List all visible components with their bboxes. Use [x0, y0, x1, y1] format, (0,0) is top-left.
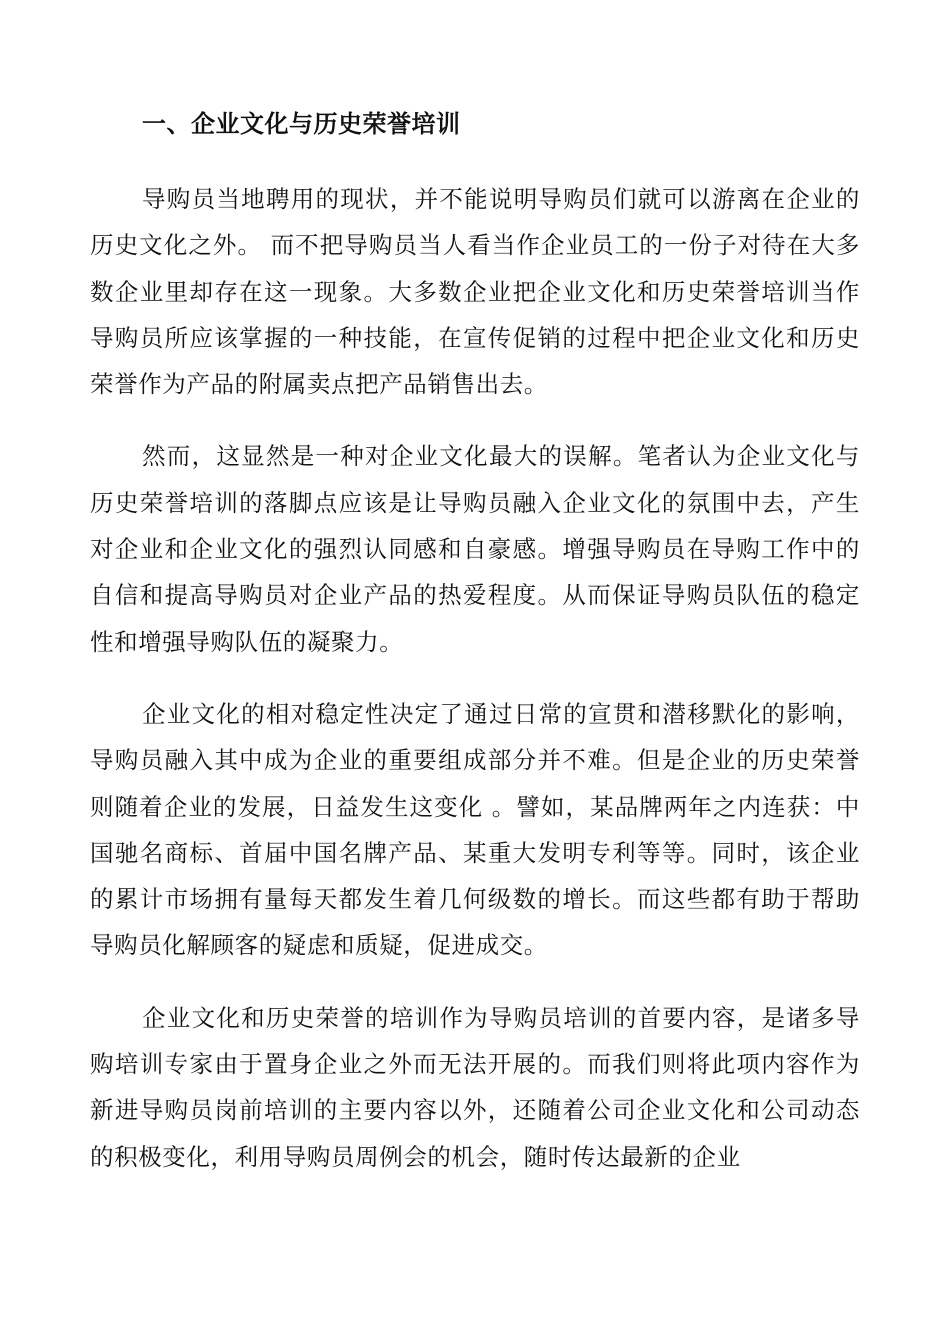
body-paragraph-4: 企业文化和历史荣誉的培训作为导购员培训的首要内容，是诸多导购培训专家由于置身企业之外而无法开展的。而我们则将此项内容作为新进导购员岗前培训的主要内容以外，还随着公司企业文化和公司动态的积极变化，利用导购员周例会的机会，随时传达最新的企业	[90, 1003, 860, 1171]
body-paragraph-2: 然而，这显然是一种对企业文化最大的误解。笔者认为企业文化与历史荣誉培训的落脚点应该是让导购员融入企业文化的氛围中去，产生对企业和企业文化的强烈认同感和自豪感。增强导购员在导购工作中的自信和提高导购员对企业产品的热爱程度。从而保证导购员队伍的稳定性和增强导购队伍的凝聚力。	[90, 442, 860, 656]
section-heading: 一、企业文化与历史荣誉培训	[142, 109, 461, 138]
body-paragraph-1: 导购员当地聘用的现状，并不能说明导购员们就可以游离在企业的历史文化之外。 而不把导购员当人看当作企业员工的一份子对待在大多数企业里却存在这一现象。大多数企业把企业文化和历史荣誉培训当作导购员所应该掌握的一种技能，在宣传促销的过程中把企业文化和历史荣誉作为产品的附属卖点把产品销售出去。	[90, 185, 860, 399]
document-page	[90, 102, 860, 1206]
body-paragraph-3: 企业文化的相对稳定性决定了通过日常的宣贯和潜移默化的影响，导购员融入其中成为企业的重要组成部分并不难。但是企业的历史荣誉则随着企业的发展，日益发生这变化 。譬如，某品牌两年之内连获：中国驰名商标、首届中国名牌产品、某重大发明专利等等。同时，该企业的累计市场拥有量每天都发生着几何级数的增长。而这些都有助于帮助导购员化解顾客的疑虑和质疑，促进成交。	[90, 699, 860, 960]
